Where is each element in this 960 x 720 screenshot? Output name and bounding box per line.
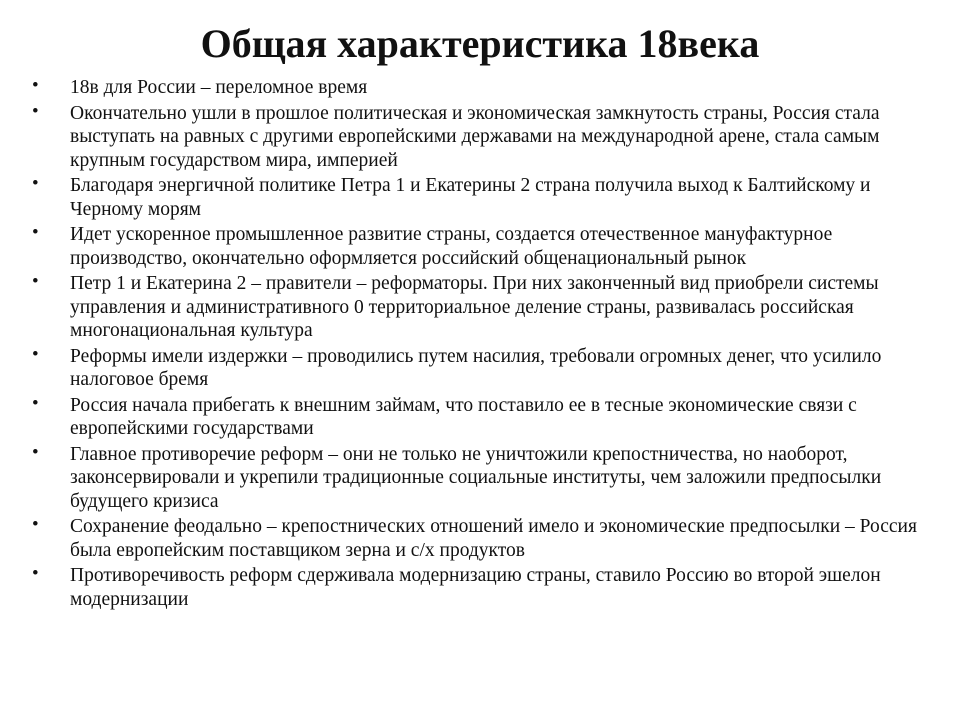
- slide-title: Общая характеристика 18века: [200, 21, 760, 66]
- list-item: [32, 564, 948, 611]
- bullet-text: Петр 1 и Екатерина 2 – правители – реформаторы. При них законченный вид приобрели системы управления и административного 0 территориальное деление страны, развивалась российская многонациональная культура: [70, 273, 879, 341]
- bullet-list: [32, 76, 948, 613]
- bullet-text: Россия начала прибегать к внешним займам, что поставило ее в тесные экономические связи с европейскими государствами: [70, 394, 857, 439]
- bullet-dot-icon: •: [32, 75, 39, 96]
- list-item: [32, 443, 948, 514]
- list-item: [32, 272, 948, 343]
- bullet-text: Реформы имели издержки – проводились путем насилия, требовали огромных денег, что усилило налоговое бремя: [70, 345, 882, 390]
- bullet-text: 18в для России – переломное время: [70, 77, 368, 98]
- bullet-dot-icon: •: [32, 271, 39, 292]
- bullet-text: Благодаря энергичной политике Петра 1 и Екатерины 2 страна получила выход к Балтийскому и Черному морям: [70, 175, 871, 220]
- bullet-dot-icon: •: [32, 343, 39, 365]
- list-item: [32, 76, 948, 100]
- list-item: [32, 345, 948, 392]
- bullet-dot-icon: •: [32, 441, 39, 463]
- bullet-dot-icon: •: [32, 222, 39, 243]
- bullet-dot-icon: •: [32, 392, 39, 414]
- bullet-dot-icon: •: [32, 514, 39, 535]
- bullet-text: Окончательно ушли в прошлое политическая и экономическая замкнутость страны, Россия стала выступать на равных с другими европейскими державами на международной арене, стала самым крупным государством мира, империей: [70, 102, 880, 171]
- bullet-text: Противоречивость реформ сдерживала модернизацию страны, ставило Россию во второй эшелон модернизации: [70, 565, 881, 610]
- bullet-text: Сохранение феодально – крепостнических отношений имело и экономические предпосылки – Россия была европейским поставщиком зерна и с/х продуктов: [70, 516, 917, 561]
- list-item: [32, 102, 948, 173]
- list-item: [32, 394, 948, 441]
- list-item: [32, 223, 948, 270]
- list-item: [32, 174, 948, 221]
- bullet-text: Главное противоречие реформ – они не только не уничтожили крепостничества, но наоборот, законсервировали и укрепили традиционные социальные институты, чем заложили предпосылки будущего кризиса: [70, 443, 882, 512]
- bullet-dot-icon: •: [32, 100, 39, 122]
- list-item: [32, 515, 948, 562]
- bullet-dot-icon: •: [32, 563, 39, 584]
- bullet-dot-icon: •: [32, 173, 39, 194]
- bullet-text: Идет ускоренное промышленное развитие страны, создается отечественное мануфактурное производство, окончательно оформляется российский общенациональный рынок: [70, 224, 833, 269]
